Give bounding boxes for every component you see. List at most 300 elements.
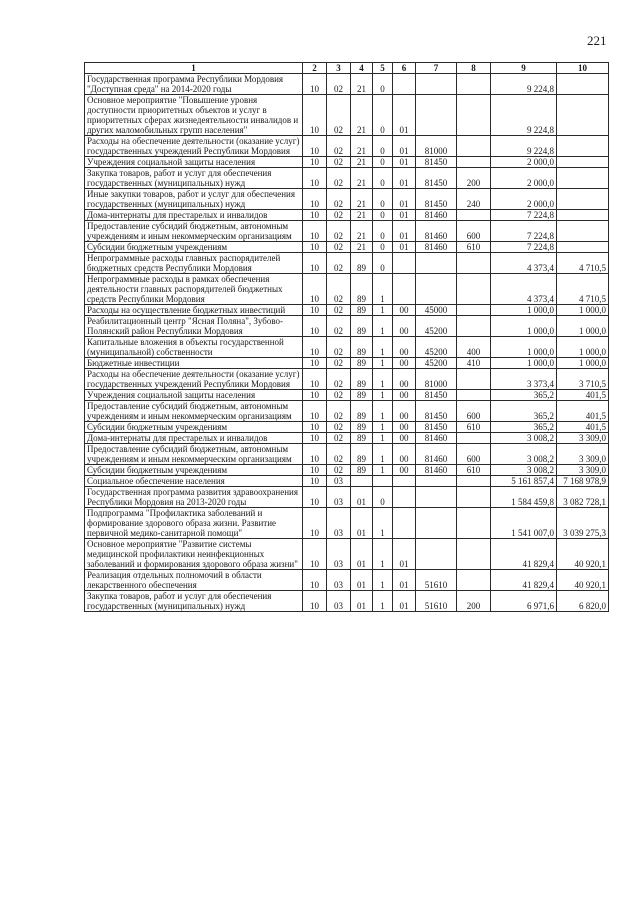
row-name-cell: Расходы на обеспечение деятельности (оказание услуг) государственных учреждений Республики Мордовия [85, 369, 303, 390]
header-cell: 2 [303, 63, 327, 74]
code-ministry-cell: 10 [303, 305, 327, 316]
amount-year-1-cell: 9 224,8 [491, 136, 557, 157]
code-direction-cell [416, 508, 457, 539]
amount-year-2-cell [557, 74, 609, 95]
amount-year-1-cell: 1 000,0 [491, 358, 557, 369]
code-program-cell: 89 [351, 253, 373, 274]
code-expense-type-cell [457, 487, 491, 508]
amount-year-1-cell: 3 008,2 [491, 465, 557, 476]
amount-year-1-cell: 3 373,4 [491, 369, 557, 390]
code-event-cell: 00 [393, 422, 416, 433]
code-direction-cell: 45200 [416, 358, 457, 369]
table-row [85, 316, 609, 337]
table-row [85, 189, 609, 210]
code-program-cell: 01 [351, 539, 373, 570]
amount-year-2-cell [557, 221, 609, 242]
code-program-cell: 21 [351, 136, 373, 157]
code-subprogram-cell: 1 [373, 274, 393, 305]
code-program-cell: 89 [351, 444, 373, 465]
code-expense-type-cell [457, 476, 491, 487]
code-direction-cell [416, 487, 457, 508]
code-subprogram-cell: 1 [373, 508, 393, 539]
code-program-cell: 89 [351, 422, 373, 433]
amount-year-2-cell: 401,5 [557, 390, 609, 401]
amount-year-1-cell: 1 541 007,0 [491, 508, 557, 539]
code-expense-type-cell [457, 157, 491, 168]
amount-year-1-cell: 365,2 [491, 422, 557, 433]
code-expense-type-cell [457, 136, 491, 157]
code-section-cell: 02 [327, 157, 351, 168]
row-name-cell: Предоставление субсидий бюджетным, автономным учреждениям и иным некоммерческим организациям [85, 444, 303, 465]
code-ministry-cell: 10 [303, 433, 327, 444]
code-section-cell: 02 [327, 274, 351, 305]
code-expense-type-cell: 600 [457, 221, 491, 242]
code-subprogram-cell: 0 [373, 221, 393, 242]
amount-year-2-cell: 1 000,0 [557, 358, 609, 369]
code-subprogram-cell: 0 [373, 74, 393, 95]
code-event-cell: 01 [393, 168, 416, 189]
code-expense-type-cell: 610 [457, 465, 491, 476]
code-subprogram-cell: 0 [373, 210, 393, 221]
code-section-cell: 03 [327, 539, 351, 570]
code-subprogram-cell: 0 [373, 242, 393, 253]
code-ministry-cell: 10 [303, 591, 327, 612]
code-expense-type-cell: 200 [457, 168, 491, 189]
page-number: 221 [587, 33, 607, 48]
amount-year-2-cell: 401,5 [557, 401, 609, 422]
amount-year-2-cell: 4 710,5 [557, 274, 609, 305]
code-program-cell: 89 [351, 316, 373, 337]
code-section-cell: 03 [327, 476, 351, 487]
code-program-cell: 21 [351, 74, 373, 95]
code-expense-type-cell [457, 433, 491, 444]
code-ministry-cell: 10 [303, 570, 327, 591]
code-section-cell: 03 [327, 570, 351, 591]
code-ministry-cell: 10 [303, 508, 327, 539]
code-section-cell: 02 [327, 337, 351, 358]
amount-year-2-cell: 1 000,0 [557, 337, 609, 358]
code-ministry-cell: 10 [303, 465, 327, 476]
amount-year-2-cell [557, 168, 609, 189]
code-section-cell: 02 [327, 433, 351, 444]
amount-year-2-cell: 3 710,5 [557, 369, 609, 390]
amount-year-1-cell: 6 971,6 [491, 591, 557, 612]
code-event-cell: 01 [393, 570, 416, 591]
amount-year-2-cell [557, 95, 609, 136]
code-program-cell: 01 [351, 487, 373, 508]
table-row [85, 358, 609, 369]
code-direction-cell [416, 539, 457, 570]
code-direction-cell: 45200 [416, 337, 457, 358]
amount-year-1-cell: 3 008,2 [491, 433, 557, 444]
code-event-cell: 01 [393, 221, 416, 242]
amount-year-1-cell: 41 829,4 [491, 570, 557, 591]
row-name-cell: Закупка товаров, работ и услуг для обеспечения государственных (муниципальных) нужд [85, 591, 303, 612]
amount-year-2-cell: 7 168 978,9 [557, 476, 609, 487]
code-expense-type-cell [457, 390, 491, 401]
header-cell: 1 [85, 63, 303, 74]
code-ministry-cell: 10 [303, 422, 327, 433]
code-direction-cell [416, 274, 457, 305]
code-section-cell: 02 [327, 136, 351, 157]
code-event-cell [393, 508, 416, 539]
code-program-cell: 21 [351, 157, 373, 168]
code-subprogram-cell [373, 476, 393, 487]
code-direction-cell: 81460 [416, 221, 457, 242]
code-program-cell: 89 [351, 358, 373, 369]
amount-year-1-cell: 41 829,4 [491, 539, 557, 570]
code-event-cell: 00 [393, 369, 416, 390]
code-direction-cell: 45200 [416, 316, 457, 337]
amount-year-2-cell [557, 242, 609, 253]
code-expense-type-cell [457, 210, 491, 221]
row-name-cell: Подпрограмма "Профилактика заболеваний и формирование здорового образа жизни. Развитие первичной медико-санитарной помощи" [85, 508, 303, 539]
code-section-cell: 02 [327, 369, 351, 390]
code-ministry-cell: 10 [303, 316, 327, 337]
amount-year-2-cell: 1 000,0 [557, 316, 609, 337]
amount-year-2-cell: 40 920,1 [557, 570, 609, 591]
code-expense-type-cell [457, 508, 491, 539]
amount-year-2-cell: 3 039 275,3 [557, 508, 609, 539]
code-direction-cell: 81450 [416, 422, 457, 433]
table-row [85, 591, 609, 612]
code-section-cell: 02 [327, 358, 351, 369]
table-row [85, 422, 609, 433]
code-event-cell: 00 [393, 337, 416, 358]
code-subprogram-cell: 0 [373, 253, 393, 274]
code-expense-type-cell [457, 95, 491, 136]
code-event-cell: 01 [393, 591, 416, 612]
code-section-cell: 02 [327, 221, 351, 242]
code-event-cell [393, 74, 416, 95]
row-name-cell: Предоставление субсидий бюджетным, автономным учреждениям и иным некоммерческим организациям [85, 221, 303, 242]
table-row [85, 433, 609, 444]
amount-year-1-cell: 5 161 857,4 [491, 476, 557, 487]
amount-year-1-cell: 7 224,8 [491, 221, 557, 242]
code-direction-cell: 81000 [416, 136, 457, 157]
row-name-cell: Расходы на осуществление бюджетных инвестиций [85, 305, 303, 316]
code-ministry-cell: 10 [303, 337, 327, 358]
amount-year-2-cell: 1 000,0 [557, 305, 609, 316]
code-expense-type-cell [457, 369, 491, 390]
table-row [85, 401, 609, 422]
code-ministry-cell: 10 [303, 274, 327, 305]
code-event-cell: 00 [393, 433, 416, 444]
code-expense-type-cell [457, 74, 491, 95]
code-ministry-cell: 10 [303, 136, 327, 157]
code-section-cell: 02 [327, 189, 351, 210]
budget-table [84, 62, 609, 612]
code-expense-type-cell [457, 539, 491, 570]
code-section-cell: 03 [327, 591, 351, 612]
code-event-cell: 01 [393, 242, 416, 253]
code-direction-cell: 51610 [416, 591, 457, 612]
code-subprogram-cell: 1 [373, 337, 393, 358]
code-direction-cell [416, 95, 457, 136]
code-direction-cell: 81460 [416, 242, 457, 253]
code-section-cell: 02 [327, 444, 351, 465]
amount-year-1-cell: 4 373,4 [491, 274, 557, 305]
header-cell: 7 [416, 63, 457, 74]
code-program-cell: 01 [351, 570, 373, 591]
code-section-cell: 02 [327, 316, 351, 337]
code-direction-cell: 81460 [416, 210, 457, 221]
code-subprogram-cell: 0 [373, 95, 393, 136]
table-row [85, 305, 609, 316]
row-name-cell: Непрограммные расходы в рамках обеспечения деятельности главных распорядителей бюджетных средств Республики Мордовия [85, 274, 303, 305]
code-direction-cell: 81460 [416, 444, 457, 465]
code-event-cell: 00 [393, 465, 416, 476]
code-section-cell: 02 [327, 422, 351, 433]
code-section-cell: 03 [327, 487, 351, 508]
code-ministry-cell: 10 [303, 157, 327, 168]
code-section-cell: 02 [327, 253, 351, 274]
code-section-cell: 02 [327, 465, 351, 476]
code-ministry-cell: 10 [303, 358, 327, 369]
table-row [85, 444, 609, 465]
code-expense-type-cell: 410 [457, 358, 491, 369]
amount-year-1-cell: 3 008,2 [491, 444, 557, 465]
code-ministry-cell: 10 [303, 539, 327, 570]
amount-year-1-cell: 7 224,8 [491, 242, 557, 253]
code-expense-type-cell: 600 [457, 444, 491, 465]
header-cell: 3 [327, 63, 351, 74]
code-subprogram-cell: 0 [373, 168, 393, 189]
code-section-cell: 02 [327, 390, 351, 401]
code-ministry-cell: 10 [303, 74, 327, 95]
amount-year-2-cell: 4 710,5 [557, 253, 609, 274]
code-expense-type-cell [457, 570, 491, 591]
row-name-cell: Учреждения социальной защиты населения [85, 390, 303, 401]
header-cell: 10 [557, 63, 609, 74]
row-name-cell: Дома-интернаты для престарелых и инвалидов [85, 433, 303, 444]
row-name-cell: Социальное обеспечение населения [85, 476, 303, 487]
code-expense-type-cell: 240 [457, 189, 491, 210]
row-name-cell: Государственная программа развития здравоохранения Республики Мордовия на 2013-2020 годы [85, 487, 303, 508]
code-ministry-cell: 10 [303, 476, 327, 487]
amount-year-2-cell: 3 309,0 [557, 444, 609, 465]
code-expense-type-cell [457, 316, 491, 337]
code-ministry-cell: 10 [303, 390, 327, 401]
code-subprogram-cell: 1 [373, 591, 393, 612]
code-ministry-cell: 10 [303, 95, 327, 136]
header-cell: 8 [457, 63, 491, 74]
code-subprogram-cell: 1 [373, 401, 393, 422]
table-row [85, 274, 609, 305]
code-event-cell [393, 476, 416, 487]
row-name-cell: Субсидии бюджетным учреждениям [85, 465, 303, 476]
code-subprogram-cell: 0 [373, 136, 393, 157]
amount-year-2-cell [557, 157, 609, 168]
code-expense-type-cell: 600 [457, 401, 491, 422]
code-section-cell: 02 [327, 242, 351, 253]
code-program-cell: 89 [351, 465, 373, 476]
table-row [85, 539, 609, 570]
code-event-cell: 00 [393, 305, 416, 316]
amount-year-1-cell: 1 000,0 [491, 337, 557, 358]
code-subprogram-cell: 1 [373, 358, 393, 369]
code-program-cell: 21 [351, 168, 373, 189]
code-ministry-cell: 10 [303, 487, 327, 508]
header-row [85, 63, 609, 74]
row-name-cell: Иные закупки товаров, работ и услуг для обеспечения государственных (муниципальных) нужд [85, 189, 303, 210]
code-direction-cell [416, 74, 457, 95]
amount-year-1-cell: 2 000,0 [491, 168, 557, 189]
code-subprogram-cell: 1 [373, 305, 393, 316]
code-event-cell [393, 487, 416, 508]
code-section-cell: 02 [327, 74, 351, 95]
table-row [85, 570, 609, 591]
table-row [85, 337, 609, 358]
code-event-cell: 00 [393, 401, 416, 422]
table-row [85, 95, 609, 136]
code-program-cell: 21 [351, 242, 373, 253]
code-section-cell: 02 [327, 95, 351, 136]
code-section-cell: 02 [327, 305, 351, 316]
code-ministry-cell: 10 [303, 401, 327, 422]
amount-year-1-cell: 365,2 [491, 401, 557, 422]
code-direction-cell [416, 253, 457, 274]
row-name-cell: Дома-интернаты для престарелых и инвалидов [85, 210, 303, 221]
code-ministry-cell: 10 [303, 444, 327, 465]
amount-year-1-cell: 9 224,8 [491, 95, 557, 136]
code-event-cell: 01 [393, 189, 416, 210]
header-cell: 6 [393, 63, 416, 74]
code-program-cell: 01 [351, 591, 373, 612]
amount-year-1-cell: 1 000,0 [491, 305, 557, 316]
code-subprogram-cell: 1 [373, 316, 393, 337]
row-name-cell: Закупка товаров, работ и услуг для обеспечения государственных (муниципальных) нужд [85, 168, 303, 189]
row-name-cell: Учреждения социальной защиты населения [85, 157, 303, 168]
amount-year-2-cell: 401,5 [557, 422, 609, 433]
table-row [85, 157, 609, 168]
amount-year-1-cell: 4 373,4 [491, 253, 557, 274]
table-row [85, 487, 609, 508]
row-name-cell: Реализация отдельных полномочий в области лекарственного обеспечения [85, 570, 303, 591]
header-cell: 9 [491, 63, 557, 74]
amount-year-1-cell: 7 224,8 [491, 210, 557, 221]
code-program-cell: 89 [351, 369, 373, 390]
code-subprogram-cell: 1 [373, 390, 393, 401]
code-program-cell: 89 [351, 401, 373, 422]
code-event-cell: 01 [393, 136, 416, 157]
code-direction-cell: 81450 [416, 390, 457, 401]
code-direction-cell: 81450 [416, 157, 457, 168]
code-subprogram-cell: 1 [373, 539, 393, 570]
table-body [85, 74, 609, 612]
amount-year-1-cell: 365,2 [491, 390, 557, 401]
code-direction-cell: 51610 [416, 570, 457, 591]
code-expense-type-cell: 400 [457, 337, 491, 358]
code-event-cell: 01 [393, 210, 416, 221]
code-direction-cell: 81450 [416, 189, 457, 210]
header-cell: 4 [351, 63, 373, 74]
code-program-cell: 89 [351, 390, 373, 401]
code-direction-cell: 81450 [416, 401, 457, 422]
code-ministry-cell: 10 [303, 210, 327, 221]
code-subprogram-cell: 0 [373, 157, 393, 168]
amount-year-2-cell [557, 136, 609, 157]
code-program-cell [351, 476, 373, 487]
code-subprogram-cell: 1 [373, 369, 393, 390]
code-subprogram-cell: 0 [373, 189, 393, 210]
amount-year-2-cell: 3 082 728,1 [557, 487, 609, 508]
code-expense-type-cell [457, 253, 491, 274]
table-row [85, 242, 609, 253]
code-program-cell: 21 [351, 221, 373, 242]
code-expense-type-cell [457, 274, 491, 305]
code-expense-type-cell: 610 [457, 422, 491, 433]
code-event-cell: 00 [393, 316, 416, 337]
code-program-cell: 89 [351, 274, 373, 305]
table-row [85, 390, 609, 401]
code-event-cell: 01 [393, 539, 416, 570]
amount-year-1-cell: 1 000,0 [491, 316, 557, 337]
row-name-cell: Государственная программа Республики Мордовия "Доступная среда" на 2014-2020 годы [85, 74, 303, 95]
code-direction-cell: 81450 [416, 168, 457, 189]
code-program-cell: 89 [351, 305, 373, 316]
code-direction-cell: 81460 [416, 465, 457, 476]
code-program-cell: 89 [351, 433, 373, 444]
code-subprogram-cell: 1 [373, 444, 393, 465]
code-program-cell: 89 [351, 337, 373, 358]
code-ministry-cell: 10 [303, 369, 327, 390]
code-program-cell: 21 [351, 210, 373, 221]
amount-year-1-cell: 1 584 459,8 [491, 487, 557, 508]
code-event-cell: 01 [393, 95, 416, 136]
code-subprogram-cell: 1 [373, 433, 393, 444]
table-row [85, 476, 609, 487]
row-name-cell: Бюджетные инвестиции [85, 358, 303, 369]
row-name-cell: Основное мероприятие "Развитие системы медицинской профилактики неинфекционных заболеваний и формирования здорового образа жизни" [85, 539, 303, 570]
code-program-cell: 21 [351, 95, 373, 136]
amount-year-1-cell: 2 000,0 [491, 157, 557, 168]
amount-year-2-cell: 3 309,0 [557, 465, 609, 476]
table-row [85, 221, 609, 242]
code-event-cell: 00 [393, 444, 416, 465]
code-ministry-cell: 10 [303, 189, 327, 210]
amount-year-1-cell: 9 224,8 [491, 74, 557, 95]
row-name-cell: Непрограммные расходы главных распорядителей бюджетных средств Республики Мордовия [85, 253, 303, 274]
code-ministry-cell: 10 [303, 253, 327, 274]
table-row [85, 253, 609, 274]
row-name-cell: Капитальные вложения в объекты государственной (муниципальной) собственности [85, 337, 303, 358]
code-direction-cell: 81000 [416, 369, 457, 390]
header-cell: 5 [373, 63, 393, 74]
amount-year-2-cell: 3 309,0 [557, 433, 609, 444]
amount-year-2-cell: 6 820,0 [557, 591, 609, 612]
amount-year-1-cell: 2 000,0 [491, 189, 557, 210]
code-event-cell: 00 [393, 358, 416, 369]
table-row [85, 508, 609, 539]
row-name-cell: Предоставление субсидий бюджетным, автономным учреждениям и иным некоммерческим организациям [85, 401, 303, 422]
code-direction-cell: 45000 [416, 305, 457, 316]
code-section-cell: 02 [327, 401, 351, 422]
code-direction-cell: 81460 [416, 433, 457, 444]
code-subprogram-cell: 1 [373, 570, 393, 591]
code-ministry-cell: 10 [303, 221, 327, 242]
table-row [85, 74, 609, 95]
code-event-cell [393, 253, 416, 274]
code-subprogram-cell: 1 [373, 422, 393, 433]
code-ministry-cell: 10 [303, 168, 327, 189]
table-row [85, 465, 609, 476]
row-name-cell: Основное мероприятие "Повышение уровня доступности приоритетных объектов и услуг в приоритетных сферах жизнедеятельности инвалидов и других маломобильных групп населения" [85, 95, 303, 136]
table-row [85, 168, 609, 189]
amount-year-2-cell: 40 920,1 [557, 539, 609, 570]
table-row [85, 210, 609, 221]
code-event-cell: 01 [393, 157, 416, 168]
